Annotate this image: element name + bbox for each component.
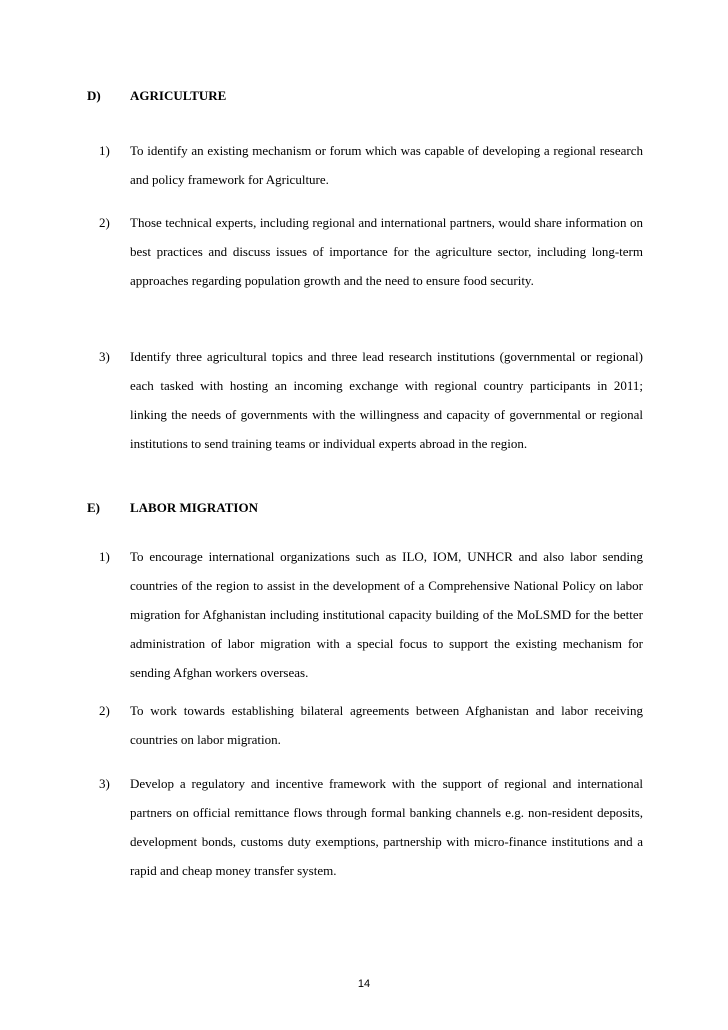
list-item-number: 1): [99, 549, 110, 564]
list-item: [99, 342, 643, 458]
list-item: [99, 542, 643, 687]
list-item-text: Identify three agricultural topics and three lead research institutions (governmental or regional) each tasked with hosting an incoming exchange with regional country participants in 2011; linking the needs of governments with the willingness and capacity of governmental or regional institutions to send training teams or individual experts abroad in the region.: [130, 349, 643, 451]
list-item-number: 1): [99, 143, 110, 158]
section-letter: E): [87, 500, 100, 515]
list-item: [99, 769, 643, 885]
page-number: 14: [357, 978, 371, 990]
list-item-number: 3): [99, 349, 110, 364]
list-item-text: To encourage international organizations such as ILO, IOM, UNHCR and also labor sending countries of the region to assist in the development of a Comprehensive National Policy on labor migration for Afghanistan including institutional capacity building of the MoLSMD for the better administration of labor migration with a special focus to support the existing mechanism for sending Afghan workers overseas.: [130, 549, 643, 680]
section-title: AGRICULTURE: [130, 88, 227, 103]
section-letter: D): [87, 88, 101, 103]
list-item-number: 3): [99, 776, 110, 791]
list-item-number: 2): [99, 215, 110, 230]
section-title: LABOR MIGRATION: [130, 500, 258, 515]
list-item: [99, 696, 643, 754]
list-item-number: 2): [99, 703, 110, 718]
list-item-text: To work towards establishing bilateral agreements between Afghanistan and labor receiving countries on labor migration.: [130, 703, 643, 747]
list-item-text: Develop a regulatory and incentive framework with the support of regional and international partners on official remittance flows through formal banking channels e.g. non-resident deposits, development bonds, customs duty exemptions, partnership with micro-finance institutions and a rapid and cheap money transfer system.: [130, 776, 643, 878]
list-item-text: Those technical experts, including regional and international partners, would share information on best practices and discuss issues of importance for the agriculture sector, including long-term approaches regarding population growth and the need to ensure food security.: [130, 215, 643, 288]
list-item-text: To identify an existing mechanism or forum which was capable of developing a regional research and policy framework for Agriculture.: [130, 143, 643, 187]
list-item: [99, 136, 643, 194]
list-item: [99, 208, 643, 295]
